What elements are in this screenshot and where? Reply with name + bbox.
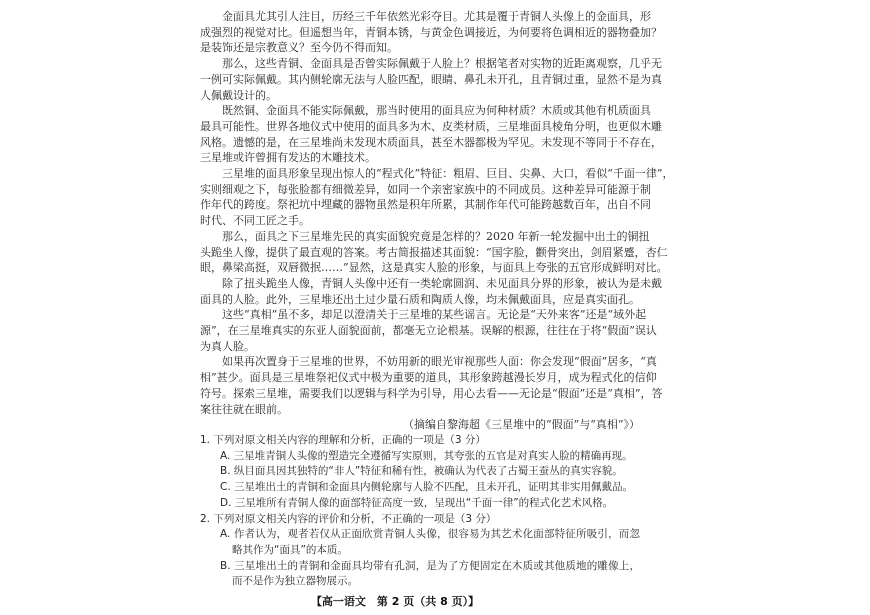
paragraph-line: 除了扭头跪坐人像，青铜人头像中还有一类轮廓圆润、未见面具分界的形象，被认为是未戴: [222, 276, 662, 290]
paragraph-line: 三星堆的面具形象呈现出惊人的“程式化”特征：粗眉、巨目、尖鼻、大口，看似“千面一律”，: [222, 167, 674, 181]
question-stem: 2. 下列对原文相关内容的评价和分析，不正确的一项是（3 分）: [200, 512, 497, 525]
paragraph-line: 成强烈的视觉对比。但遥想当年，青铜本锈，与黄金色调接近，为何要将色调相近的器物叠加？: [200, 25, 662, 39]
paragraph-line: 一例可实际佩戴。其内侧轮廓无法与人脸匹配，眼睛、鼻孔未开孔，且青铜过重，显然不是为真: [200, 72, 662, 86]
question-option: B. 三星堆出土的青铜和金面具均带有孔洞，是为了方便固定在木质或其他质地的雕像上，: [220, 559, 640, 572]
question-stem: 1. 下列对原文相关内容的理解和分析，正确的一项是（3 分）: [200, 433, 486, 446]
question-option: C. 三星堆出土的青铜和金面具内侧轮廓与人脸不匹配，且未开孔，证明其非实用佩戴品。: [220, 481, 634, 494]
page-footer: 【高一语文 第 2 页（共 8 页）】: [310, 595, 480, 608]
question-option: A. 三星堆青铜人头像的塑造完全遵循写实原则，其夸张的五官是对真实人脸的精确再现。: [220, 449, 633, 462]
question-option: 略其作为“面具”的本质。: [232, 543, 348, 556]
paragraph-line: 那么，这些青铜、金面具是否曾实际佩戴于人脸上？根据笔者对实物的近距离观察，几乎无: [222, 57, 662, 71]
paragraph-line: 是装饰还是宗教意义？至今仍不得而知。: [200, 41, 398, 55]
paragraph-line: 相”甚少。面具是三星堆祭祀仪式中极为重要的道具，其形象跨越漫长岁月，成为程式化的信仰: [200, 371, 657, 385]
paragraph-line: 符号。探索三星堆，需要我们以逻辑与科学为引导，用心去看——无论是“假面”还是“真相”，答: [200, 386, 663, 400]
paragraph-line: 人佩戴设计的。: [200, 88, 277, 102]
paragraph-line: 风格。遗憾的是，在三星堆尚未发现木质面具，甚至木器都极为罕见。未发现不等同于不存在，: [200, 135, 662, 149]
paragraph-line: 如果再次置身于三星堆的世界，不妨用新的眼光审视那些人面：你会发现“假面”居多，“真: [222, 355, 657, 369]
paragraph-line: 为真人脸。: [200, 339, 255, 353]
question-option: 而不是作为独立器物展示。: [232, 575, 358, 588]
paragraph-line: 这些“真相”虽不多，却足以澄清关于三星堆的某些谣言。无论是“天外来客”还是“域外起: [222, 308, 647, 322]
paragraph-line: 作年代的跨度。祭祀坑中埋藏的器物虽然是积年所累，其制作年代可能跨越数百年，出自不同: [200, 198, 651, 212]
paragraph-line: 眼，鼻梁高挺，双唇微抿……”显然，这是真实人脸的形象，与面具上夸张的五官形成鲜明对比。: [200, 261, 668, 275]
paragraph-line: 实则细观之下，每张脸都有细微差异，如同一个亲密家族中的不同成员。这种差异可能源于制: [200, 182, 651, 196]
document-page: [200, 9, 674, 590]
paragraph-line: 既然铜、金面具不能实际佩戴，那当时使用的面具应为何种材质？木质或其他有机质面具: [222, 104, 651, 118]
source-citation: （摘编自黎海超《三星堆中的“假面”与“真相”》）: [403, 418, 640, 432]
paragraph-line: 金面具尤其引人注目，历经三千年依然光彩夺目。尤其是覆于青铜人头像上的金面具，形: [222, 10, 651, 23]
paragraph-line: 时代、不同工匠之手。: [200, 214, 310, 228]
paragraph-line: 那么，面具之下三星堆先民的真实面貌究竟是怎样的？2020 年新一轮发掘中出土的铜扭: [222, 229, 650, 243]
paragraph-line: 三星堆或许曾拥有发达的木雕技术。: [200, 151, 376, 165]
question-option: B. 纵目面具因其独特的“非人”特征和稀有性，被确认为代表了古蜀王蚕丛的真实容貌。: [220, 465, 623, 478]
question-option: D. 三星堆所有青铜人像的面部特征高度一致，呈现出“千面一律”的程式化艺术风格。: [220, 496, 614, 509]
paragraph-line: 案往往就在眼前。: [200, 402, 288, 416]
paragraph-line: 源”，在三星堆真实的东亚人面貌面前，都毫无立论根基。误解的根源，往往在于将“假面”误认: [200, 324, 657, 338]
paragraph-line: 头跪坐人像，提供了最直观的答案。考古简报描述其面貌：“国字脸，颧骨突出，剑眉紧蹙，杏仁: [200, 245, 668, 259]
paragraph-line: 面具的人脸。此外，三星堆还出土过少量石质和陶质人像，均未佩戴面具，应是真实面孔。: [200, 292, 640, 306]
paragraph-line: 最具可能性。世界各地仪式中使用的面具多为木、皮类材质，三星堆面具棱角分明，也更似木雕: [200, 119, 662, 133]
question-option: A. 作者认为，观者若仅从正面欣赏青铜人头像，很容易为其艺术化面部特征所吸引，而忽: [220, 528, 640, 541]
